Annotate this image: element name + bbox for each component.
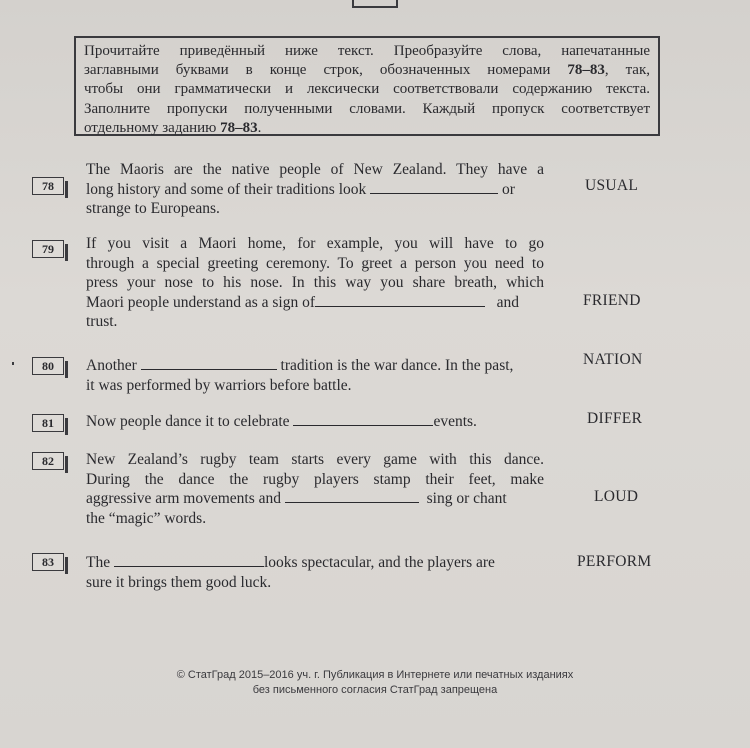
keyword: NATION bbox=[583, 351, 643, 368]
instructions-line: Прочитайте приведённый ниже текст. Преобразуйте слова, напечатанные bbox=[84, 43, 650, 59]
keyword: LOUD bbox=[594, 488, 639, 505]
keyword: FRIEND bbox=[583, 292, 641, 309]
task-text: Now people dance it to celebrate events. bbox=[86, 413, 477, 430]
instructions-line: Заполните пропуски полученными словами. Каждый пропуск соответствует bbox=[84, 100, 650, 117]
keyword: USUAL bbox=[585, 177, 639, 194]
answer-box-edge bbox=[352, 0, 398, 8]
copyright-footer bbox=[0, 668, 750, 698]
task-text: The looks spectacular, and the players are sure it brings them good luck. bbox=[86, 554, 495, 591]
answer-blank[interactable] bbox=[315, 294, 485, 307]
task-text: New Zealand’s rugby team starts every game with this dance. During the dance the rugby players stamp their feet, make aggressive arm movements and sing or chant the “magic” words. bbox=[86, 451, 544, 527]
answer-blank[interactable] bbox=[370, 181, 498, 194]
task-range: 78–83 bbox=[220, 119, 258, 136]
footer-line: без письменного согласия СтатГрад запрещена bbox=[252, 684, 498, 696]
task-text: If you visit a Maori home, for example, you will have to go through a special greeting ceremony. To greet a person you need to press your nose to his nose. In this way you share breath, which Maori people understand as a sign of and trust. bbox=[86, 235, 544, 330]
task-number: 83 bbox=[32, 553, 64, 571]
task-number: 81 bbox=[32, 414, 64, 432]
footer-line: © СтатГрад 2015–2016 уч. г. Публикация в Интернете или печатных изданиях bbox=[176, 669, 574, 681]
answer-blank[interactable] bbox=[293, 413, 433, 426]
answer-blank[interactable] bbox=[141, 357, 277, 370]
instructions-line: отдельному заданию 78–83. bbox=[84, 119, 262, 136]
keyword: PERFORM bbox=[577, 553, 652, 570]
instructions-line: заглавными буквами в конце строк, обозначенных номерами 78–83, так, bbox=[84, 62, 650, 79]
task-text: Another tradition is the war dance. In the past, it was performed by warriors before battle. bbox=[86, 357, 514, 394]
stray-mark bbox=[12, 362, 14, 365]
task-number: 79 bbox=[32, 240, 64, 258]
instructions-box bbox=[74, 36, 660, 136]
task-number: 80 bbox=[32, 357, 64, 375]
task-range: 78–83 bbox=[567, 62, 605, 79]
task-number: 82 bbox=[32, 452, 64, 470]
task-text: The Maoris are the native people of New Zealand. They have a long history and some of their traditions look or strange to Europeans. bbox=[86, 161, 544, 217]
task-number: 78 bbox=[32, 177, 64, 195]
instructions-line: чтобы они грамматически и лексически соответствовали содержанию текста. bbox=[84, 81, 650, 98]
keyword: DIFFER bbox=[587, 410, 643, 427]
answer-blank[interactable] bbox=[114, 554, 264, 567]
answer-blank[interactable] bbox=[285, 490, 419, 503]
